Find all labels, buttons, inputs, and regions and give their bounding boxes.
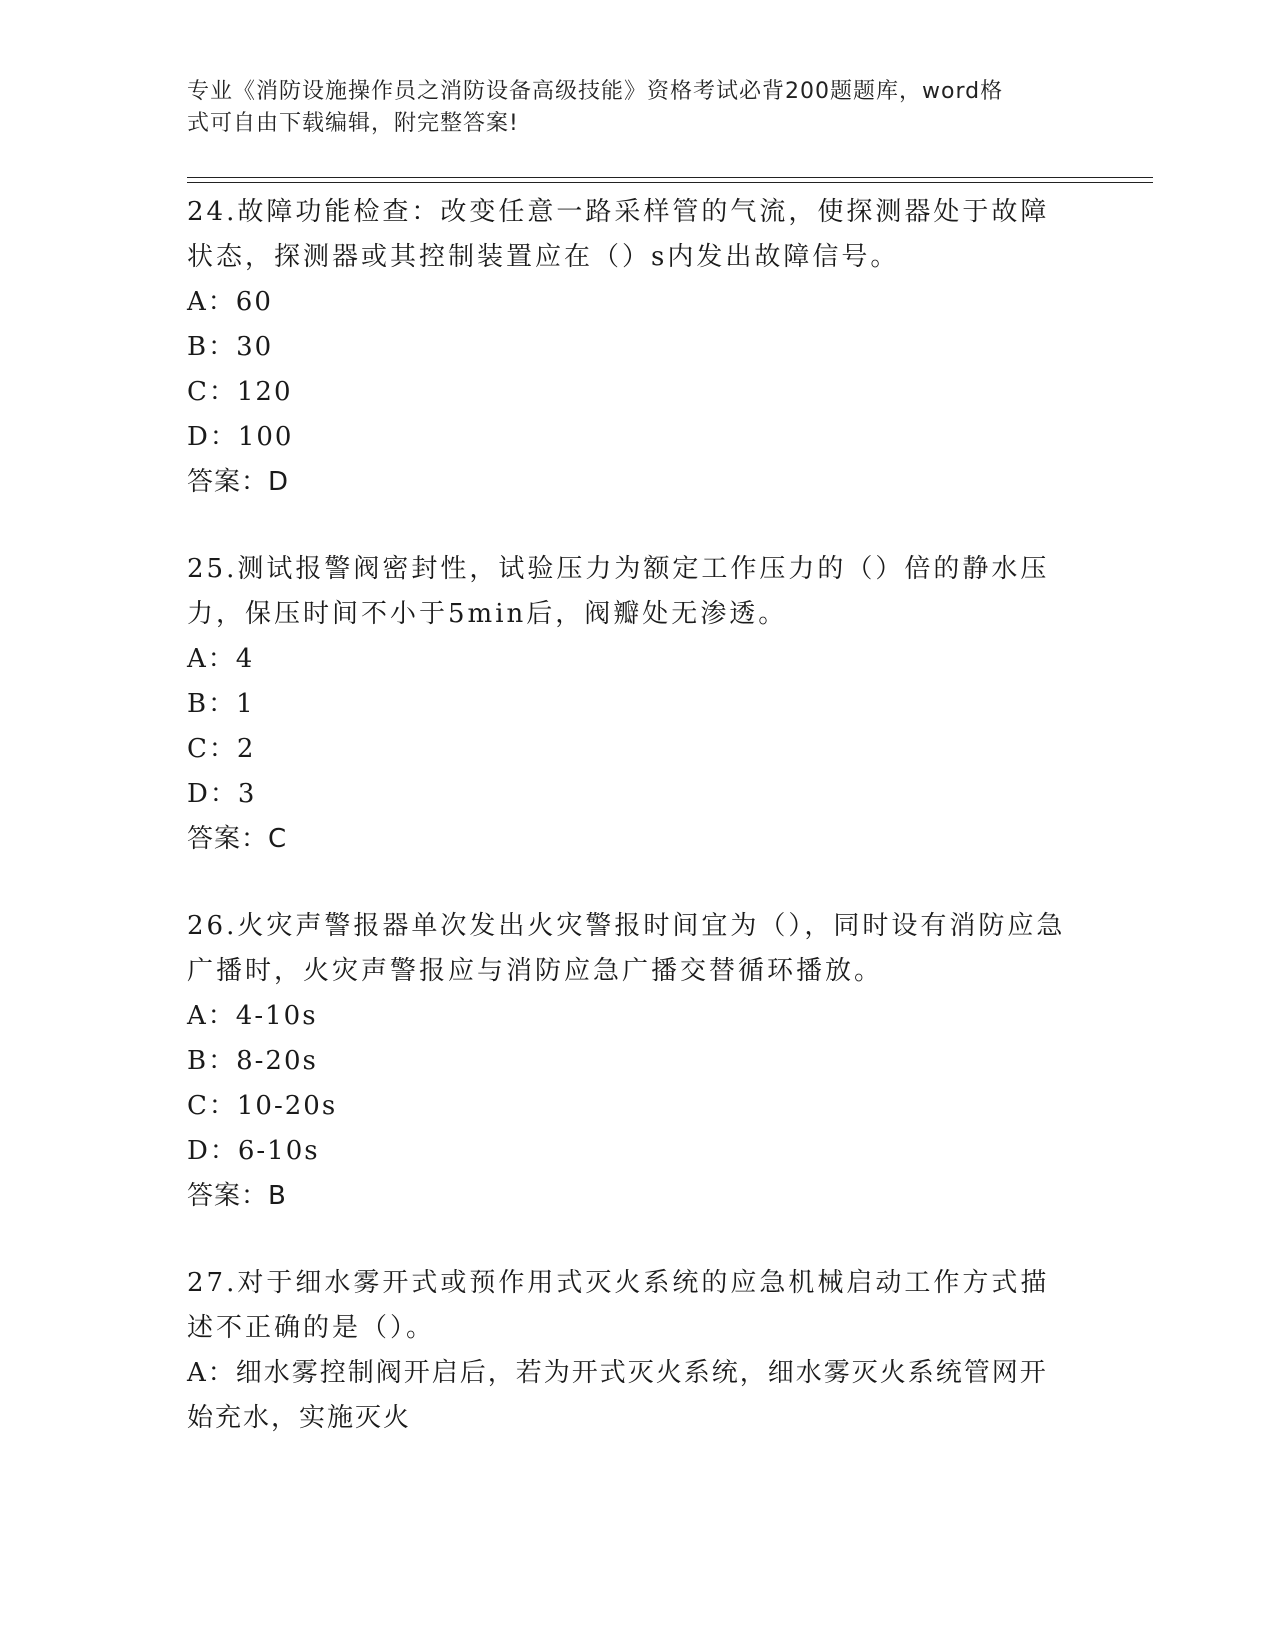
option-d: D：100: [187, 422, 294, 452]
header-line-1: 专业《消防设施操作员之消防设备高级技能》资格考试必背200题题库，word格: [187, 79, 1004, 104]
question-list: [187, 190, 1067, 1441]
option-c: C：120: [187, 377, 293, 407]
option-c: C：10-20s: [187, 1091, 338, 1121]
question-text: 26.火灾声警报器单次发出火灾警报时间宜为（），同时设有消防应急广播时，火灾声警报应与消防应急广播交替循环播放。: [187, 911, 1066, 986]
option-c: C：2: [187, 734, 256, 764]
question-24: [187, 190, 1067, 504]
question-spacer: [187, 504, 1067, 547]
document-header: [187, 76, 1067, 140]
question-27: [187, 1261, 1067, 1441]
option-b: B：1: [187, 689, 255, 719]
question-spacer: [187, 861, 1067, 904]
answer-label: 答案：B: [187, 1181, 287, 1211]
question-25: [187, 547, 1067, 861]
option-d: D：6-10s: [187, 1136, 320, 1166]
question-text: 27.对于细水雾开式或预作用式灭火系统的应急机械启动工作方式描述不正确的是（）。: [187, 1268, 1050, 1343]
question-spacer: [187, 1218, 1067, 1261]
header-divider-bottom: [187, 182, 1153, 183]
option-a: A：细水雾控制阀开启后，若为开式灭火系统，细水雾灭火系统管网开始充水，实施灭火: [187, 1358, 1048, 1433]
option-a: A：4: [187, 644, 255, 674]
option-a: A：60: [187, 287, 273, 317]
option-b: B：30: [187, 332, 274, 362]
option-d: D：3: [187, 779, 257, 809]
question-text: 24.故障功能检查：改变任意一路采样管的气流，使探测器处于故障状态，探测器或其控制装置应在（）s内发出故障信号。: [187, 197, 1050, 272]
option-a: A：4-10s: [187, 1001, 318, 1031]
option-b: B：8-20s: [187, 1046, 318, 1076]
answer-label: 答案：C: [187, 824, 288, 854]
question-text: 25.测试报警阀密封性，试验压力为额定工作压力的（）倍的静水压力，保压时间不小于5min后，阀瓣处无渗透。: [187, 554, 1050, 629]
header-divider-top: [187, 177, 1153, 178]
question-26: [187, 904, 1067, 1218]
answer-label: 答案：D: [187, 467, 290, 497]
header-line-2: 式可自由下载编辑，附完整答案!: [187, 111, 519, 136]
